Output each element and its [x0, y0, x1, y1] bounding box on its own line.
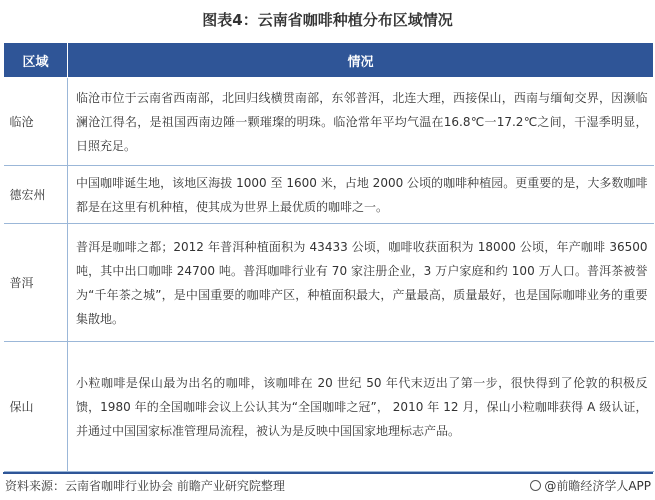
table-header-row [4, 43, 654, 78]
table-row [4, 166, 654, 224]
source-note: 资料来源：云南省咖啡行业协会 前瞻产业研究院整理 [5, 479, 285, 493]
region-table [3, 42, 654, 472]
description-cell: 中国咖啡诞生地，该地区海拔 1000 至 1600 米，占地 2000 公顷的咖啡种植园。更重要的是，大多数咖啡都是在这里有机种植，使其成为世界上最优质的咖啡之一。 [68, 166, 654, 224]
description-cell: 普洱是咖啡之都；2012 年普洱种植面积为 43433 公顷，咖啡收获面积为 18000 公顷，年产咖啡 36500 吨，其中出口咖啡 24700 吨。普洱咖啡行业有 70 家注册企业，3 万户家庭和约 100 万人口。普洱茶被誉为“千年茶之城”，是中国重要的咖啡产区，种植面积最大，产量最高，质量最好，也是国际咖啡业务的重要集散地。 [68, 224, 654, 342]
region-cell: 普洱 [4, 224, 68, 342]
description-cell: 小粒咖啡是保山最为出名的咖啡，该咖啡在 20 世纪 50 年代末迈出了第一步，很快得到了伦敦的积极反馈，1980 年的全国咖啡会议上公认其为“全国咖啡之冠”， 2010 年 12 月，保山小粒咖啡获得 A 级认证，并通过中国国家标准管理局流程，被认为是反映中国国家地理标志产品。 [68, 342, 654, 472]
brand-credit [530, 474, 651, 498]
region-cell: 临沧 [4, 78, 68, 166]
brand-logo-icon [530, 480, 541, 491]
region-cell: 保山 [4, 342, 68, 472]
brand-label: @前瞻经济学人APP [544, 479, 651, 493]
header-region: 区域 [4, 43, 68, 78]
footer [3, 472, 653, 498]
header-situation: 情况 [68, 43, 654, 78]
description-cell: 临沧市位于云南省西南部，北回归线横贯南部，东邻普洱，北连大理，西接保山，西南与缅甸交界，因濒临澜沧江得名，是祖国西南边陲一颗璀璨的明珠。临沧常年平均气温在16.8℃一17.2℃之间，干湿季明显，日照充足。 [68, 78, 654, 166]
table-row [4, 78, 654, 166]
table-row [4, 342, 654, 472]
region-cell: 德宏州 [4, 166, 68, 224]
figure-title: 图表4：云南省咖啡种植分布区域情况 [202, 11, 453, 29]
table-row [4, 224, 654, 342]
